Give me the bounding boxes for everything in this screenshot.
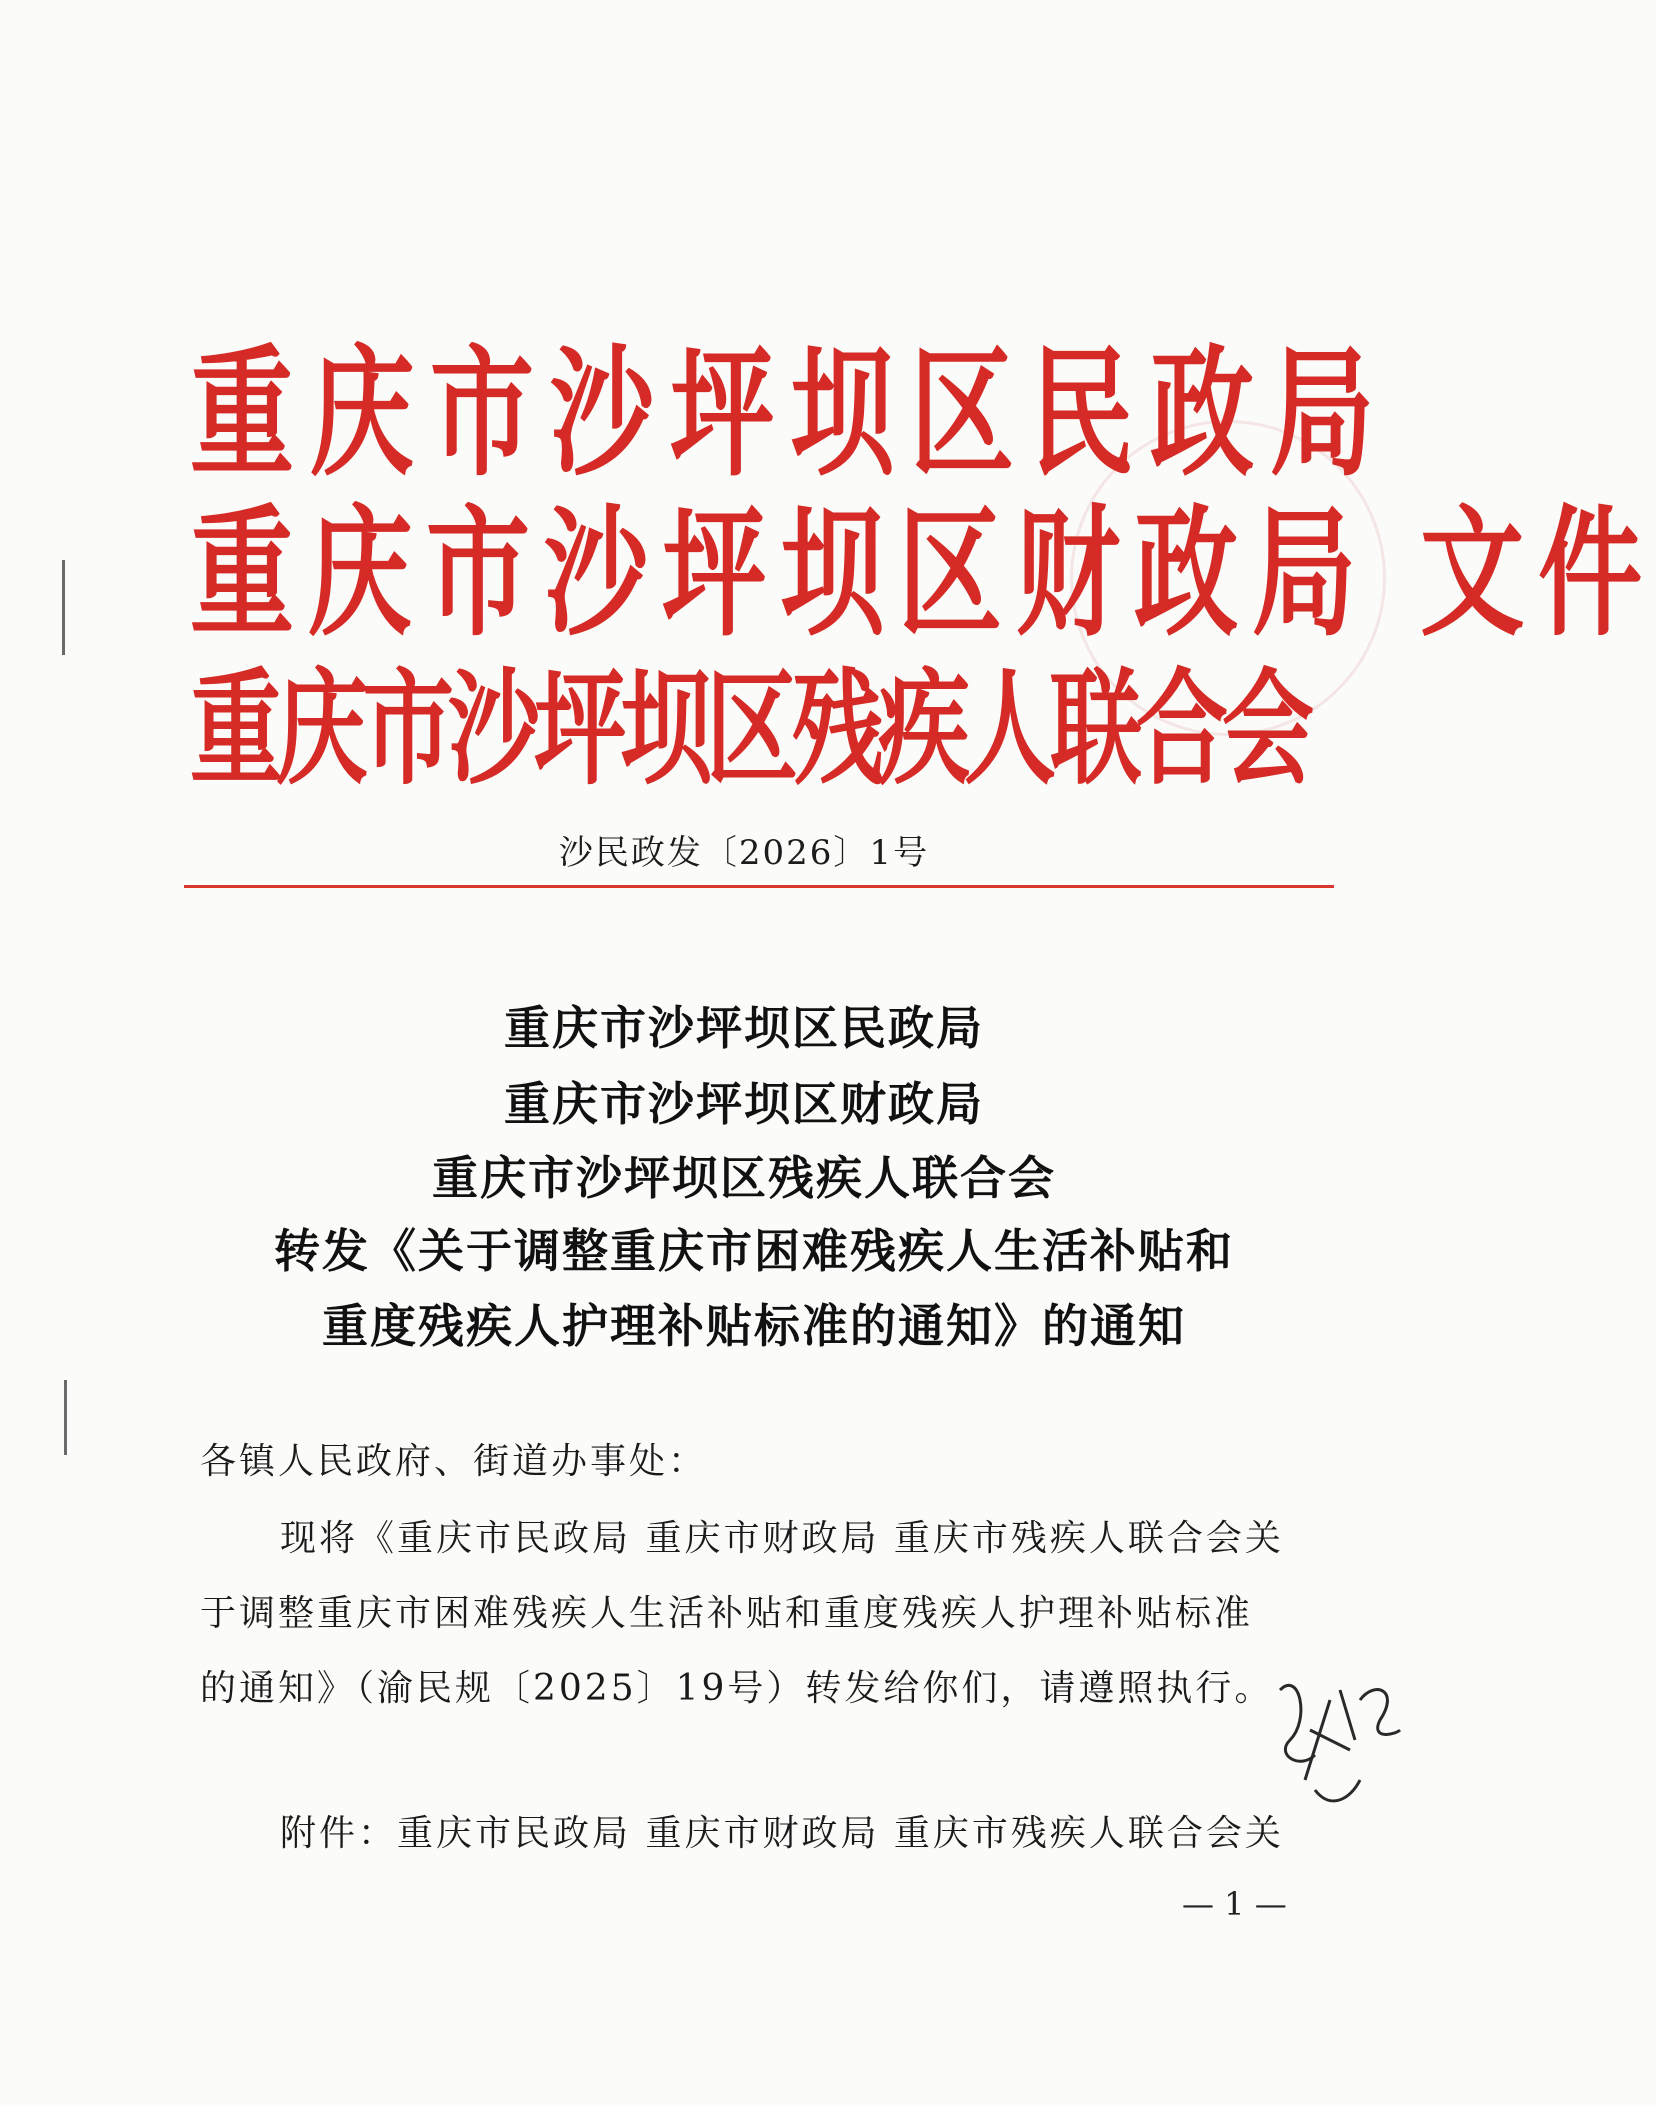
salutation: 各镇人民政府、街道办事处： <box>200 1441 708 1482</box>
red-divider-line <box>184 885 1334 888</box>
red-header-line-3: 重庆市沙坪坝区残疾人联合会 <box>190 657 1309 802</box>
red-header-line-2: 重庆市沙坪坝区财政局 文件 <box>190 491 1656 656</box>
document-number: 沙民政发〔2026〕1号 <box>558 833 930 873</box>
body-line-2: 于调整重庆市困难残疾人生活补贴和重度残疾人护理补贴标准 <box>200 1593 1254 1634</box>
title-line-5: 重度残疾人护理补贴标准的通知》的通知 <box>322 1299 1186 1353</box>
body-line-1: 现将《重庆市民政局 重庆市财政局 重庆市残疾人联合会关 <box>280 1518 1284 1559</box>
title-line-2: 重庆市沙坪坝区财政局 <box>504 1077 984 1131</box>
binding-mark-bottom <box>64 1380 67 1455</box>
title-line-1: 重庆市沙坪坝区民政局 <box>504 1001 984 1055</box>
binding-mark-top <box>62 560 65 655</box>
attachment-line: 附件：重庆市民政局 重庆市财政局 重庆市残疾人联合会关 <box>280 1813 1284 1854</box>
title-line-3: 重庆市沙坪坝区残疾人联合会 <box>432 1151 1056 1205</box>
page-number: — 1 — <box>1182 1885 1287 1923</box>
red-header-line-1: 重庆市沙坪坝区民政局 <box>190 331 1391 496</box>
body-line-3: 的通知》（渝民规〔2025〕19号）转发给你们，请遵照执行。 <box>200 1668 1274 1709</box>
title-line-4: 转发《关于调整重庆市困难残疾人生活补贴和 <box>274 1224 1234 1278</box>
handwritten-mark <box>1260 1660 1410 1840</box>
